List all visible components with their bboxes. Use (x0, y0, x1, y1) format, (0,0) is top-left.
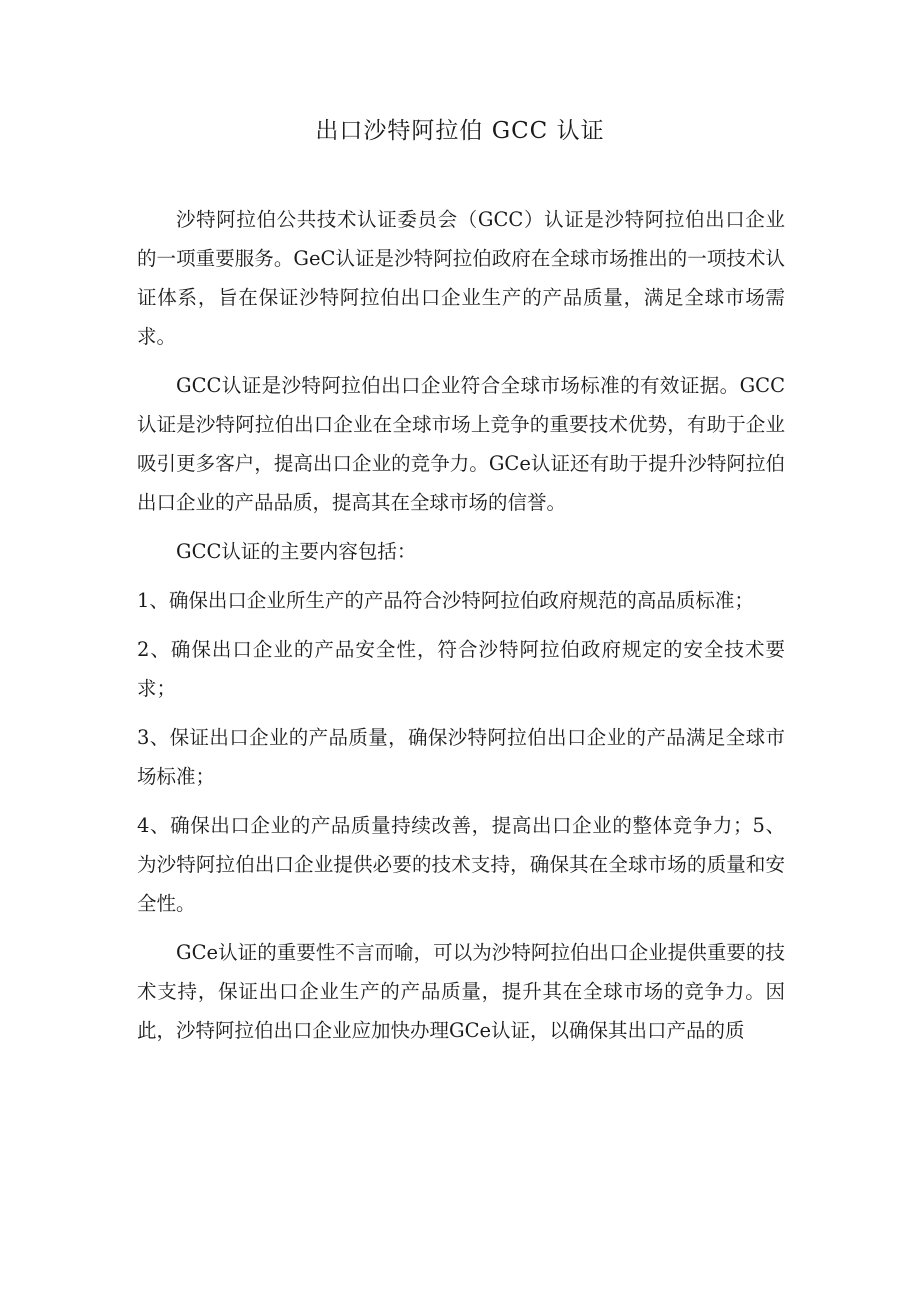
list-item: 4、确保出口企业的产品质量持续改善，提高出口企业的整体竞争力；5、为沙特阿拉伯出口企业提供必要的技术支持，确保其在全球市场的质量和安全性。 (137, 814, 785, 915)
document-title: 出口沙特阿拉伯 GCC 认证 (315, 118, 605, 144)
list-item: 2、确保出口企业的产品安全性，符合沙特阿拉伯政府规定的安全技术要求； (137, 638, 785, 700)
paragraph-benefits: GCC认证是沙特阿拉伯出口企业符合全球市场标准的有效证据。GCC认证是沙特阿拉伯出口企业在全球市场上竞争的重要技术优势，有助于企业吸引更多客户，提高出口企业的竞争力。GCe认证还有助于提升沙特阿拉伯出口企业的产品品质，提高其在全球市场的信誉。 (137, 374, 785, 514)
paragraph-contents-heading: GCC认证的主要内容包括： (176, 540, 417, 563)
paragraph-closing: GCe认证的重要性不言而喻，可以为沙特阿拉伯出口企业提供重要的技术支持，保证出口企业生产的产品质量，提升其在全球市场的竞争力。因此，沙特阿拉伯出口企业应加快办理GCe认证，以确保其出口产品的质 (137, 941, 785, 1042)
paragraph-intro: 沙特阿拉伯公共技术认证委员会（GCC）认证是沙特阿拉伯出口企业的一项重要服务。GeC认证是沙特阿拉伯政府在全球市场推出的一项技术认证体系，旨在保证沙特阿拉伯出口企业生产的产品质量，满足全球市场需求。 (137, 208, 785, 348)
list-item: 3、保证出口企业的产品质量，确保沙特阿拉伯出口企业的产品满足全球市场标准； (137, 726, 785, 788)
list-item: 1、确保出口企业所生产的产品符合沙特阿拉伯政府规范的高品质标准； (137, 589, 754, 612)
document-body (137, 200, 785, 1060)
